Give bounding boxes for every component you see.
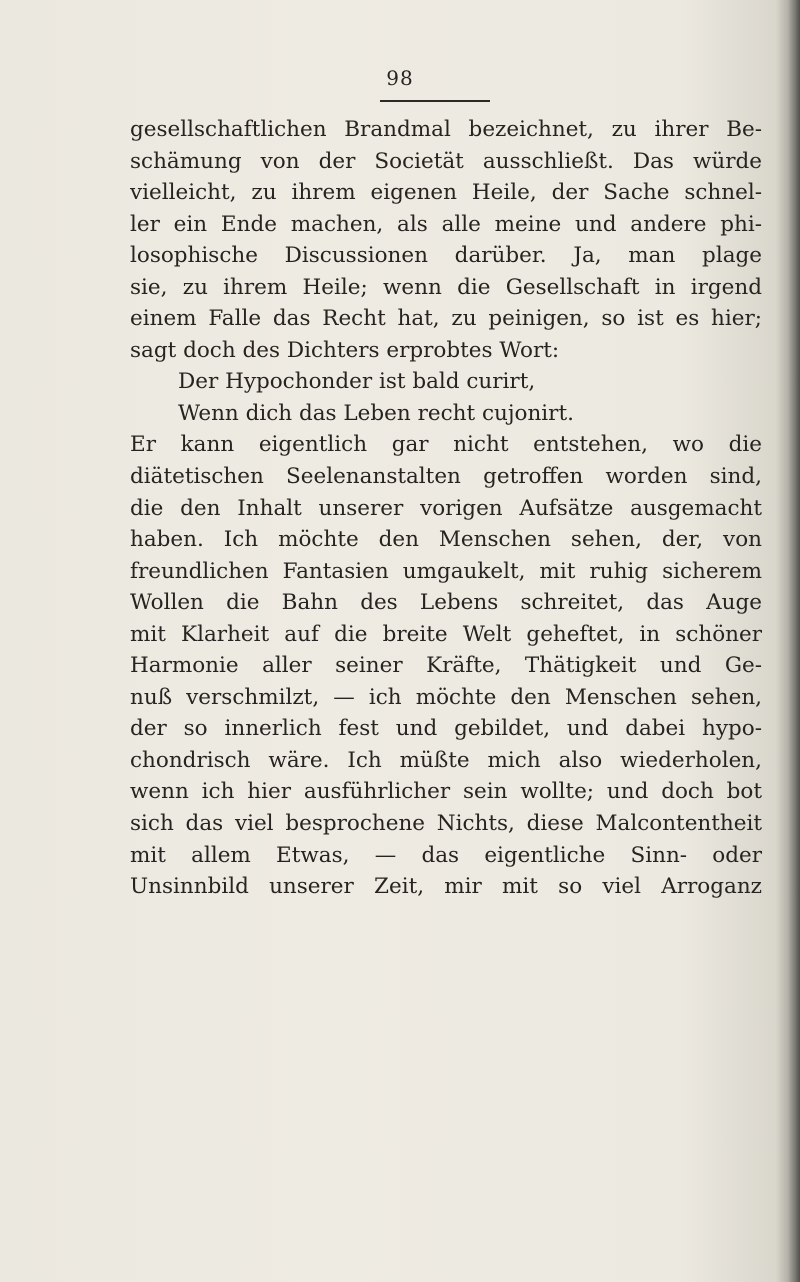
page-edge-shadow	[788, 0, 800, 1282]
text-line: vielleicht, zu ihrem eigenen Heile, der Sache schnel-	[130, 180, 762, 206]
text-line: haben. Ich möchte den Menschen sehen, der, von	[130, 527, 762, 553]
text-line: mit Klarheit auf die breite Welt geheftet, in schöner	[130, 621, 762, 647]
text-line: losophische Discussionen darüber. Ja, man plage	[130, 243, 762, 269]
text-line: gesellschaftlichen Brandmal bezeichnet, zu ihrer Be-	[130, 117, 762, 142]
text-line: sich das viel besprochene Nichts, diese Malcontentheit	[130, 811, 762, 837]
text-line: diätetischen Seelenanstalten getroffen worden sind,	[130, 464, 762, 490]
text-line: wenn ich hier ausführlicher sein wollte; und doch bot	[130, 779, 762, 805]
text-line: einem Falle das Recht hat, zu peinigen, so ist es hier;	[130, 306, 762, 332]
text-line: sagt doch des Dichters erprobtes Wort:	[130, 337, 560, 363]
text-line: schämung von der Societät ausschließt. Das würde	[130, 148, 762, 174]
text-line: der so innerlich fest und gebildet, und dabei hypo-	[130, 716, 762, 742]
text-line: nuß verschmilzt, — ich möchte den Menschen sehen,	[130, 684, 762, 710]
body-text	[130, 114, 762, 903]
text-line: sie, zu ihrem Heile; wenn die Gesellschaft in irgend	[130, 274, 762, 300]
text-line: freundlichen Fantasien umgaukelt, mit ruhig sicherem	[130, 558, 762, 584]
text-line: Unsinnbild unserer Zeit, mir mit so viel Arroganz	[130, 874, 762, 900]
text-line: mit allem Etwas, — das eigentliche Sinn- oder	[130, 842, 762, 868]
verse-line: Wenn dich das Leben recht cujonirt.	[178, 400, 574, 426]
text-line: chondrisch wäre. Ich müßte mich also wiederholen,	[130, 747, 762, 773]
header-rule	[380, 100, 490, 102]
text-line: die den Inhalt unserer vorigen Aufsätze ausgemacht	[130, 495, 762, 521]
verse-line: Der Hypochonder ist bald curirt,	[178, 369, 536, 395]
page-number: 98	[386, 66, 414, 90]
text-line: ler ein Ende machen, als alle meine und andere phi-	[130, 211, 762, 237]
text-line: Wollen die Bahn des Lebens schreitet, das Auge	[130, 590, 762, 616]
text-line: Harmonie aller seiner Kräfte, Thätigkeit und Ge-	[130, 653, 762, 679]
text-line: Er kann eigentlich gar nicht entstehen, wo die	[130, 432, 762, 458]
